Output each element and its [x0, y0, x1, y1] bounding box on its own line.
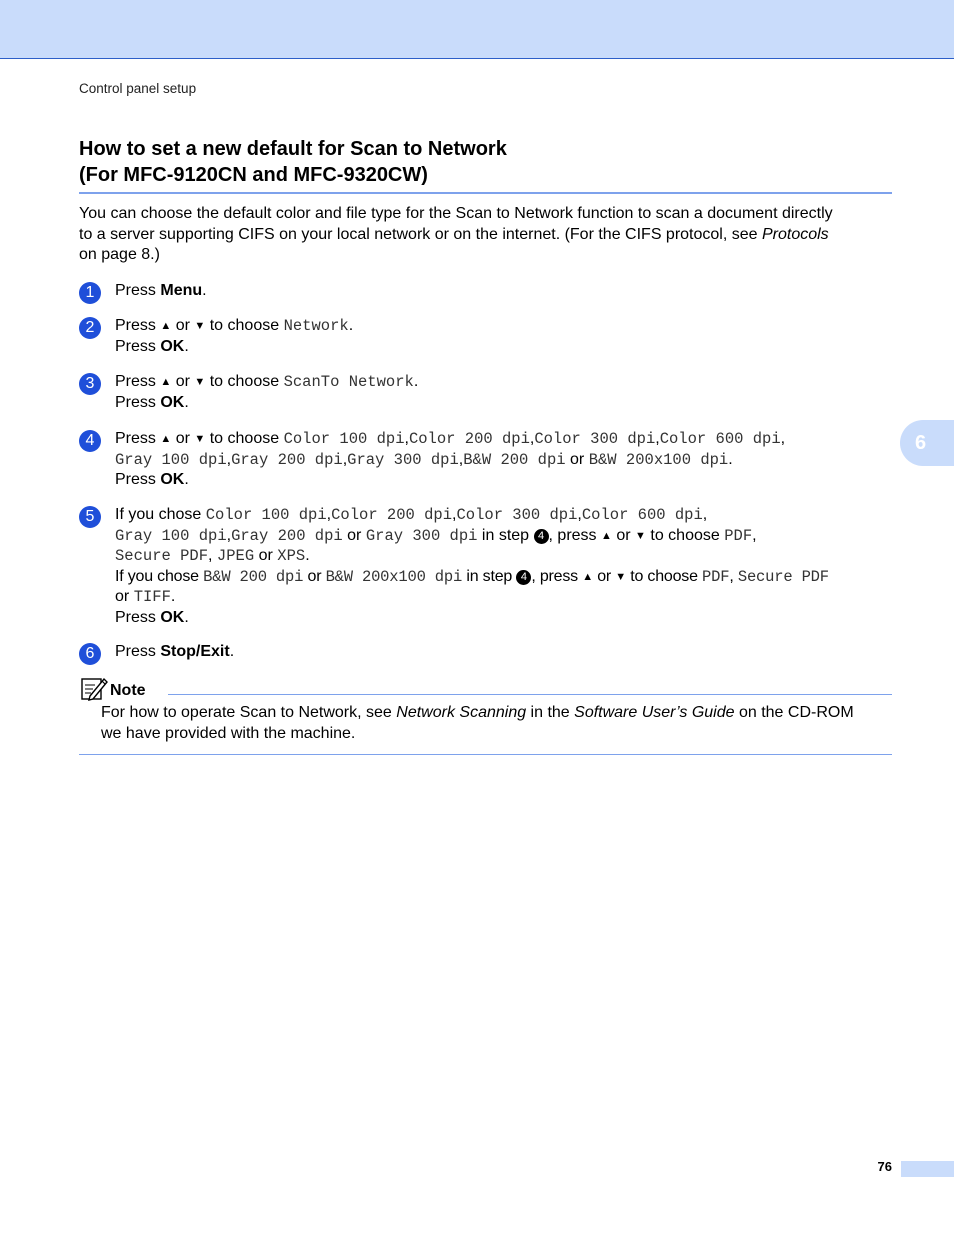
chapter-tab: 6 [900, 420, 954, 466]
note-bottom-divider [79, 754, 892, 755]
step-number-1: 1 [79, 282, 101, 304]
step-number-6: 6 [79, 643, 101, 665]
step-ref-icon: 4 [534, 529, 549, 544]
page-number-tab [901, 1161, 954, 1177]
note-text: For how to operate Scan to Network, see Network Scanning in the Software User’s Guide on the CD-ROM we have provided with the machine. [101, 704, 854, 742]
menu-key: Menu [160, 282, 203, 299]
ok-key: OK [160, 337, 185, 355]
ok-key: OK [160, 608, 185, 626]
ok-key: OK [160, 471, 185, 488]
section-title [79, 136, 892, 194]
up-arrow-icon: ▲ [582, 570, 593, 583]
title-line-1: How to set a new default for Scan to Network [79, 138, 507, 160]
step-4-text: Press ▲ or ▼ to choose Color 100 dpi,Color 200 dpi,Color 300 dpi,Color 600 dpi, Gray 100 dpi,Gray 200 dpi,Gray 300 dpi,B&W 200 dpi or B&W 200x100 dpi. Press OK. [115, 430, 786, 488]
down-arrow-icon: ▼ [194, 376, 206, 388]
step-number-5: 5 [79, 506, 101, 528]
page-number: 76 [877, 1159, 892, 1174]
up-arrow-icon: ▲ [601, 529, 612, 542]
note-pencil-icon [80, 676, 108, 702]
step-6-text: Press Stop/Exit. [115, 643, 235, 660]
step-2-text: Press ▲ or ▼ to choose Network. Press OK. [115, 317, 354, 355]
note-divider [168, 694, 892, 695]
step-1-text: Press Menu. [115, 282, 207, 299]
down-arrow-icon: ▼ [194, 320, 206, 332]
step-number-3: 3 [79, 373, 101, 395]
step-3-text: Press ▲ or ▼ to choose ScanTo Network. Press OK. [115, 373, 419, 411]
down-arrow-icon: ▼ [615, 570, 626, 583]
stop-exit-key: Stop/Exit [160, 643, 230, 660]
step-ref-icon: 4 [516, 570, 531, 585]
header-band [0, 0, 954, 59]
ok-key: OK [160, 393, 185, 411]
step-number-2: 2 [79, 317, 101, 339]
step-number-4: 4 [79, 430, 101, 452]
up-arrow-icon: ▲ [160, 433, 172, 445]
up-arrow-icon: ▲ [160, 320, 172, 332]
intro-line-2: to a server supporting CIFS on your local network or on the internet. (For the CIFS protocol, see Protocols [79, 225, 829, 243]
intro-line-1: You can choose the default color and file type for the Scan to Network function to scan a document directly [79, 205, 833, 222]
down-arrow-icon: ▼ [194, 433, 206, 445]
intro-line-3: on page 8.) [79, 246, 160, 263]
title-line-2: (For MFC-9120CN and MFC-9320CW) [79, 164, 428, 186]
up-arrow-icon: ▲ [160, 376, 172, 388]
step-5-text: If you chose Color 100 dpi,Color 200 dpi,Color 300 dpi,Color 600 dpi, Gray 100 dpi,Gray 200 dpi or Gray 300 dpi in step 4 , press ▲ or ▼ to choose PDF, Secure PDF, JPEG or XPS. If you chose B&W 200 dpi or B&W 200x100 dpi in step 4 , press ▲ or ▼ to choose PDF, Secure PDF or TIFF. Press OK. [115, 506, 829, 626]
running-header: Control panel setup [79, 81, 197, 96]
down-arrow-icon: ▼ [635, 529, 646, 542]
note-label: Note [110, 682, 146, 699]
intro-paragraph [79, 204, 892, 266]
